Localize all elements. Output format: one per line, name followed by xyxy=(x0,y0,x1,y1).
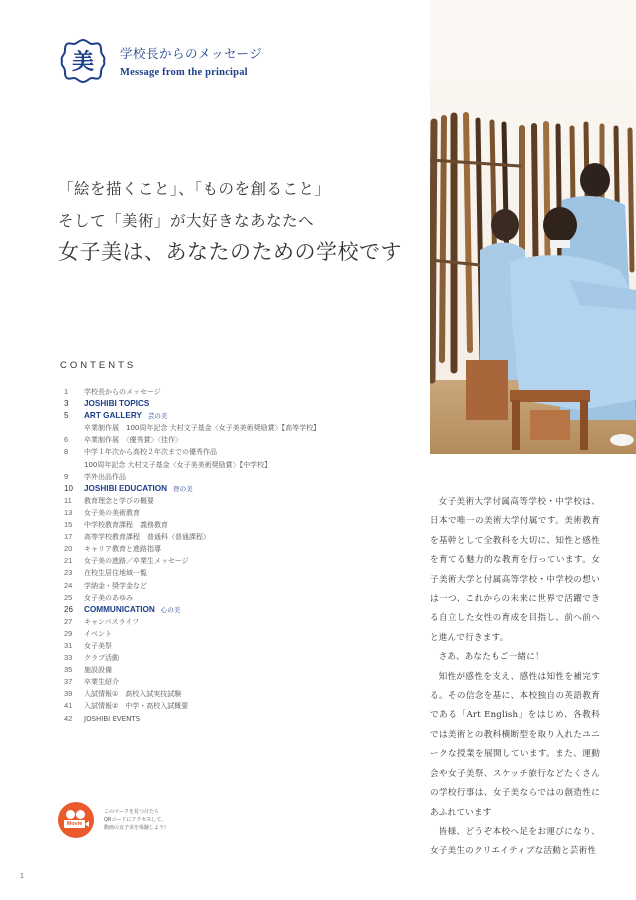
toc-page-number: 3 xyxy=(64,399,69,409)
toc-page-number: 11 xyxy=(64,495,72,505)
toc-label: 高等学校教育課程 普通科（普通課程） xyxy=(84,533,210,542)
toc-page-number: 29 xyxy=(64,628,73,638)
header-title-jp: 学校長からのメッセージ xyxy=(120,46,263,61)
page-number: 1 xyxy=(20,873,24,880)
toc-label: 中学校教育課程 義務教育 xyxy=(84,521,168,530)
toc-page-number: 5 xyxy=(64,411,69,421)
toc-item xyxy=(60,641,380,653)
toc-label: 学校長からのメッセージ xyxy=(84,388,161,396)
toc-list xyxy=(60,387,380,726)
toc-page-number: 17 xyxy=(64,532,73,542)
toc-section-subtitle: 智の美 xyxy=(173,484,193,493)
movie-note xyxy=(58,802,166,838)
toc-item xyxy=(60,581,380,593)
message-paragraph: 皆様、どうぞ本校へ足をお運びになり、女子美生のクリエイティブな活動と芸術性 xyxy=(430,826,600,857)
toc-label: 卒業生紹介 xyxy=(84,678,119,687)
toc-label: 中学１年次から高校２年次までの優秀作品 xyxy=(84,448,217,457)
toc-page-number: 37 xyxy=(64,677,73,687)
toc-page-number: 42 xyxy=(64,713,73,723)
lead-copy xyxy=(58,182,402,263)
toc-item xyxy=(60,532,380,544)
toc-item xyxy=(60,496,380,508)
toc-page-number: 25 xyxy=(64,592,73,602)
lead-line-1: 「絵を描くこと」、「ものを創ること」 xyxy=(58,180,331,198)
toc-label: 教育理念と学びの概要 xyxy=(84,496,154,505)
studio-photo xyxy=(430,0,636,454)
toc-item xyxy=(60,617,380,629)
toc-label: 女子美祭 xyxy=(84,641,112,650)
lead-line-2: そして「美術」が大好きなあなたへ xyxy=(58,211,315,230)
message-paragraph: 知性が感性を支え、感性は知性を補完する。その信念を基に、本校独自の英語教育である「Art English」をはじめ、各教科では美術との教科横断型を取り入れたユニークな授業を展開しています。また、運動会や女子美祭、スケッチ旅行などたくさんの学校行事は、女子美ならではの創造性にあふれています xyxy=(430,671,600,818)
toc-section xyxy=(60,605,380,617)
toc-label: JOSHIBI EVENTS xyxy=(84,714,141,723)
toc-item xyxy=(60,520,380,532)
toc-item xyxy=(60,435,380,447)
toc-label: 卒業制作展 〈優秀賞〉〈佳作〉 xyxy=(84,436,182,445)
toc-page-number: 33 xyxy=(64,653,73,663)
toc-label: 施設設備 xyxy=(84,666,112,675)
toc-item xyxy=(60,556,380,568)
toc-label: 100周年記念 大村文子基金〈女子美美術奨励賞〉【中学校】 xyxy=(84,460,272,469)
movie-note-text: このマークを見つけたら QRコードにアクセスして、 動画の女子美を体験しよう! xyxy=(104,809,167,831)
movie-camera-icon: Movie xyxy=(58,802,94,838)
toc-label: 学外出品作品 xyxy=(84,472,126,481)
toc-page-number: 6 xyxy=(64,435,69,445)
toc-item xyxy=(60,653,380,665)
toc-section-subtitle: 芸の美 xyxy=(147,412,168,421)
contents-title: CONTENTS xyxy=(60,360,137,371)
toc-label: イベント xyxy=(84,629,112,638)
toc-item xyxy=(60,447,380,459)
svg-text:美: 美 xyxy=(71,50,95,75)
toc-label: クラブ活動 xyxy=(84,654,119,663)
toc-section xyxy=(60,411,380,423)
toc-page-number: 39 xyxy=(64,689,73,699)
toc-item xyxy=(60,460,380,472)
toc-section-subtitle: 心の美 xyxy=(160,605,181,614)
message-paragraph: 女子美術大学付属高等学校・中学校は、日本で唯一の美術大学付属です。美術教育を基幹として全教科を大切に、知性と感性を育てる魅力的な教育を行っています。女子美術大学と付属高等学校・中学校の想いは一つ、これからの未来に世界で活躍できる自立した女性の育成を目指し、前へ前へと進んで行きます。 xyxy=(430,497,600,643)
toc-page-number: 27 xyxy=(64,616,73,626)
toc-item xyxy=(60,568,380,580)
toc-label: 学納金・奨学金など xyxy=(84,581,147,590)
toc-label: キャリア教育と進路指導 xyxy=(84,545,161,554)
toc-item xyxy=(60,508,380,520)
toc-item xyxy=(60,472,380,484)
toc-page-number: 8 xyxy=(64,447,69,457)
toc-item xyxy=(60,593,380,605)
header-title-en: Message from the principal xyxy=(120,67,248,78)
toc-page-number: 26 xyxy=(64,604,73,614)
toc-item xyxy=(60,629,380,641)
toc-label: COMMUNICATION xyxy=(84,604,155,614)
toc-section xyxy=(60,399,380,411)
toc-label: キャンパスライフ xyxy=(84,617,140,626)
message-paragraph: さあ、あなたもご一緒に！ xyxy=(438,652,544,663)
table-of-contents xyxy=(60,360,380,726)
lead-headline: 女子美は、あなたのための学校です xyxy=(58,240,402,264)
toc-label: JOSHIBI TOPICS xyxy=(84,399,150,409)
toc-page-number: 10 xyxy=(64,483,73,493)
school-emblem-icon xyxy=(60,38,106,84)
toc-page-number: 21 xyxy=(64,556,73,566)
toc-item xyxy=(60,387,380,399)
toc-label: 入試情報① 高校入試実技試験 xyxy=(84,690,182,699)
toc-page-number: 31 xyxy=(64,640,73,650)
toc-item xyxy=(60,544,380,556)
toc-item xyxy=(60,665,380,677)
toc-label: JOSHIBI EDUCATION xyxy=(84,483,168,493)
toc-page-number: 41 xyxy=(64,701,73,711)
toc-item xyxy=(60,677,380,689)
toc-label: 女子美のあゆみ xyxy=(84,593,133,602)
toc-item xyxy=(60,689,380,701)
toc-label: ART GALLERY xyxy=(84,411,142,421)
toc-page-number: 20 xyxy=(64,544,73,554)
toc-label: 卒業制作展 100周年記念 大村文子基金〈女子美美術奨励賞〉【高等学校】 xyxy=(84,424,321,433)
toc-label: 女子美の美術教育 xyxy=(84,508,140,517)
toc-section xyxy=(60,484,380,496)
toc-item xyxy=(60,714,380,726)
toc-label: 入試情報② 中学・高校入試概要 xyxy=(84,702,189,711)
toc-page-number: 23 xyxy=(64,568,73,578)
toc-page-number: 15 xyxy=(64,520,73,530)
toc-page-number: 9 xyxy=(64,471,69,481)
toc-page-number: 35 xyxy=(64,665,73,675)
toc-page-number: 13 xyxy=(64,507,73,517)
principal-message xyxy=(430,493,600,862)
section-header xyxy=(60,38,262,84)
toc-page-number: 1 xyxy=(64,387,69,396)
toc-label: 在校生居住地域一覧 xyxy=(84,569,147,578)
toc-label: 女子美の進路／卒業生メッセージ xyxy=(84,557,189,566)
toc-item xyxy=(60,701,380,713)
toc-item xyxy=(60,423,380,435)
toc-page-number: 24 xyxy=(64,580,73,590)
